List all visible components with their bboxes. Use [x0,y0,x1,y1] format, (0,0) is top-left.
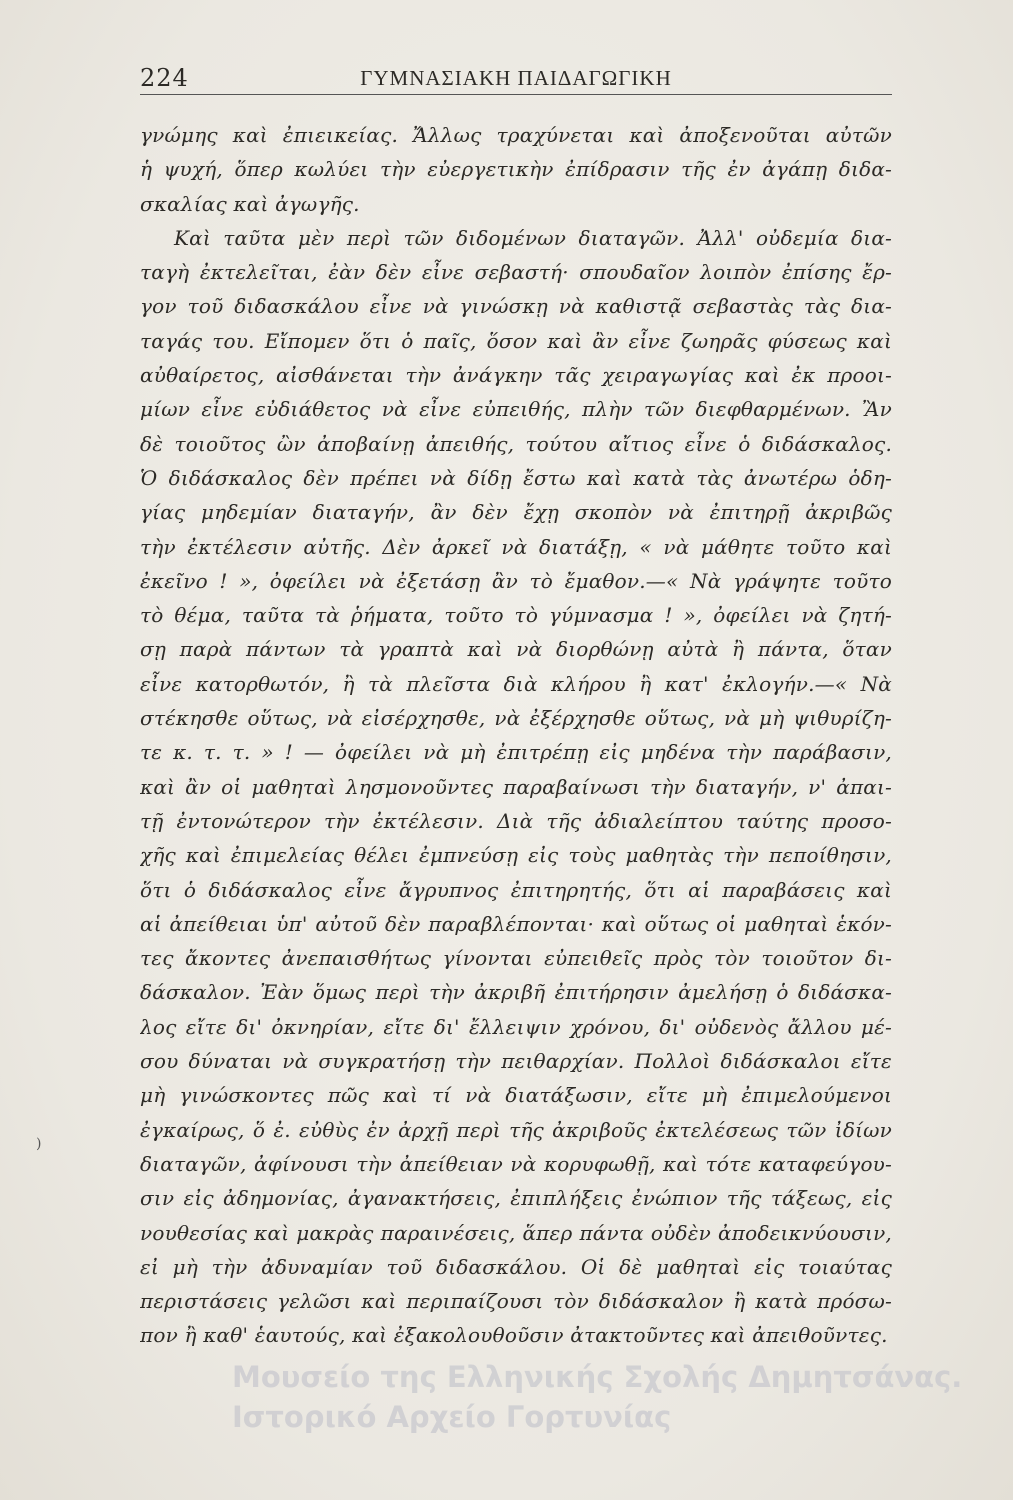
text-line: καὶ ἂν οἱ μαθηταὶ λησμονοῦντες παραβαίνωσι τὴν διαταγήν, ν' ἀπαι- [140,774,892,799]
text-line: στέκησθε οὕτως, νὰ εἰσέρχησθε, νὰ ἐξέρχησθε οὕτως, νὰ μὴ ψιθυρίζη- [140,706,892,731]
text-line: εἶνε κατορθωτόν, ἢ τὰ πλεῖστα διὰ κλήρου ἢ κατ' ἐκλογήν.—« Νὰ [140,671,892,696]
text-line: αἱ ἀπείθειαι ὑπ' αὐτοῦ δὲν παραβλέπονται· καὶ οὕτως οἱ μαθηταὶ ἑκόν- [140,911,892,936]
text-line: ὅτι ὁ διδάσκαλος εἶνε ἄγρυπνος ἐπιτηρητής, ὅτι αἱ παραβάσεις καὶ [140,877,892,902]
text-line: γνώμης καὶ ἐπιεικείας. Ἄλλως τραχύνεται καὶ ἀποξενοῦται αὐτῶν [140,123,892,147]
text-line: σιν εἰς ἀδημονίας, ἀγανακτήσεις, ἐπιπλήξεις ἐνώπιον τῆς τάξεως, εἰς [140,1186,892,1211]
text-line: ἡ ψυχή, ὅπερ κωλύει τὴν εὐεργετικὴν ἐπίδρασιν τῆς ἐν ἀγάπῃ διδα- [140,157,892,182]
text-line: χῆς καὶ ἐπιμελείας θέλει ἐμπνεύσῃ εἰς τοὺς μαθητὰς τὴν πεποίθησιν, [140,843,892,868]
watermark-line-2: Ιστορικό Αρχείο Γορτυνίας [232,1400,672,1434]
text-line: σου δύναται νὰ συγκρατήσῃ τὴν πειθαρχίαν. Πολλοὶ διδάσκαλοι εἴτε [140,1049,892,1074]
margin-mark: ) [36,1136,42,1152]
text-line: Καὶ ταῦτα μὲν περὶ τῶν διδομένων διαταγῶν. Ἀλλ' οὐδεμία δια- [174,225,892,250]
text-line: δάσκαλον. Ἐὰν ὅμως περὶ τὴν ἀκριβῆ ἐπιτήρησιν ἀμελήσῃ ὁ διδάσκα- [140,980,892,1005]
text-line: τε κ. τ. τ. » ! — ὀφείλει νὰ μὴ ἐπιτρέπῃ εἰς μηδένα τὴν παράβασιν, [140,740,892,765]
text-line: τῇ ἐντονώτερον τὴν ἐκτέλεσιν. Διὰ τῆς ἀδιαλείπτου ταύτης προσο- [140,808,892,833]
running-title: ΓΥΜΝΑΣΙΑΚΗ ΠΑΙΔΑΓΩΓΙΚΗ [360,66,672,90]
text-line: γον τοῦ διδασκάλου εἶνε νὰ γινώσκῃ νὰ καθιστᾷ σεβαστὰς τὰς δια- [140,294,892,319]
text-line: Ὁ διδάσκαλος δὲν πρέπει νὰ δίδῃ ἔστω καὶ κατὰ τὰς ἀνωτέρω ὁδη- [140,465,892,490]
text-line: νουθεσίας καὶ μακρὰς παραινέσεις, ἅπερ πάντα οὐδὲν ἀποδεικνύουσιν, [140,1220,892,1245]
text-line: δὲ τοιοῦτος ὢν ἀποβαίνῃ ἀπειθής, τούτου αἴτιος εἶνε ὁ διδάσκαλος. [140,431,892,456]
text-line: σκαλίας καὶ ἀγωγῆς. [140,191,360,216]
text-line: λος εἴτε δι' ὀκνηρίαν, εἴτε δι' ἔλλειψιν χρόνου, δι' οὐδενὸς ἄλλου μέ- [140,1014,892,1039]
text-line: διαταγῶν, ἀφίνουσι τὴν ἀπείθειαν νὰ κορυφωθῇ, καὶ τότε καταφεύγου- [140,1151,892,1176]
page-number: 224 [140,64,189,92]
page-header [140,60,892,95]
text-line: αὐθαίρετος, αἰσθάνεται τὴν ἀνάγκην τᾶς χειραγωγίας καὶ ἐκ προοι- [140,363,892,388]
text-line: σῃ παρὰ πάντων τὰ γραπτὰ καὶ νὰ διορθώνῃ αὐτὰ ἢ πάντα, ὅταν [140,637,892,662]
text-line: ἐκεῖνο ! », ὀφείλει νὰ ἐξετάσῃ ἂν τὸ ἔμαθον.—« Νὰ γράψητε τοῦτο [140,568,892,593]
text-line: μίων εἶνε εὐδιάθετος νὰ εἶνε εὐπειθής, πλὴν τῶν διεφθαρμένων. Ἂν [140,397,892,422]
text-line: γίας μηδεμίαν διαταγήν, ἂν δὲν ἔχῃ σκοπὸν νὰ ἐπιτηρῇ ἀκριβῶς [140,500,892,525]
text-line: μὴ γινώσκοντες πῶς καὶ τί νὰ διατάξωσιν, εἴτε μὴ ἐπιμελούμενοι [140,1083,892,1108]
text-line: εἰ μὴ τὴν ἀδυναμίαν τοῦ διδασκάλου. Οἱ δὲ μαθηταὶ εἰς τοιαύτας [140,1254,892,1279]
text-line: ταγὴ ἐκτελεῖται, ἐὰν δὲν εἶνε σεβαστή· σπουδαῖον λοιπὸν ἐπίσης ἔρ- [140,260,892,285]
text-line: τὴν ἐκτέλεσιν αὐτῆς. Δὲν ἀρκεῖ νὰ διατάξῃ, « νὰ μάθητε τοῦτο καὶ [140,534,892,559]
text-line: περιστάσεις γελῶσι καὶ περιπαίζουσι τὸν διδάσκαλον ἢ κατὰ πρόσω- [140,1289,892,1314]
text-line: πον ἢ καθ' ἑαυτούς, καὶ ἐξακολουθοῦσιν ἀτακτοῦντες καὶ ἀπειθοῦντες. [140,1323,888,1348]
text-line: ἐγκαίρως, ὅ ἐ. εὐθὺς ἐν ἀρχῇ περὶ τῆς ἀκριβοῦς ἐκτελέσεως τῶν ἰδίων [140,1117,892,1142]
watermark-line-1: Μουσείο της Ελληνικής Σχολής Δημητσάνας. [232,1360,963,1394]
body-text [140,118,892,1353]
text-line: τες ἄκοντες ἀνεπαισθήτως γίνονται εὐπειθεῖς πρὸς τὸν τοιοῦτον δι- [140,946,892,971]
text-line: ταγάς του. Εἴπομεν ὅτι ὁ παῖς, ὅσον καὶ ἂν εἶνε ζωηρᾶς φύσεως καὶ [140,328,892,353]
text-line: τὸ θέμα, ταῦτα τὰ ῥήματα, τοῦτο τὸ γύμνασμα ! », ὀφείλει νὰ ζητή- [140,603,892,628]
